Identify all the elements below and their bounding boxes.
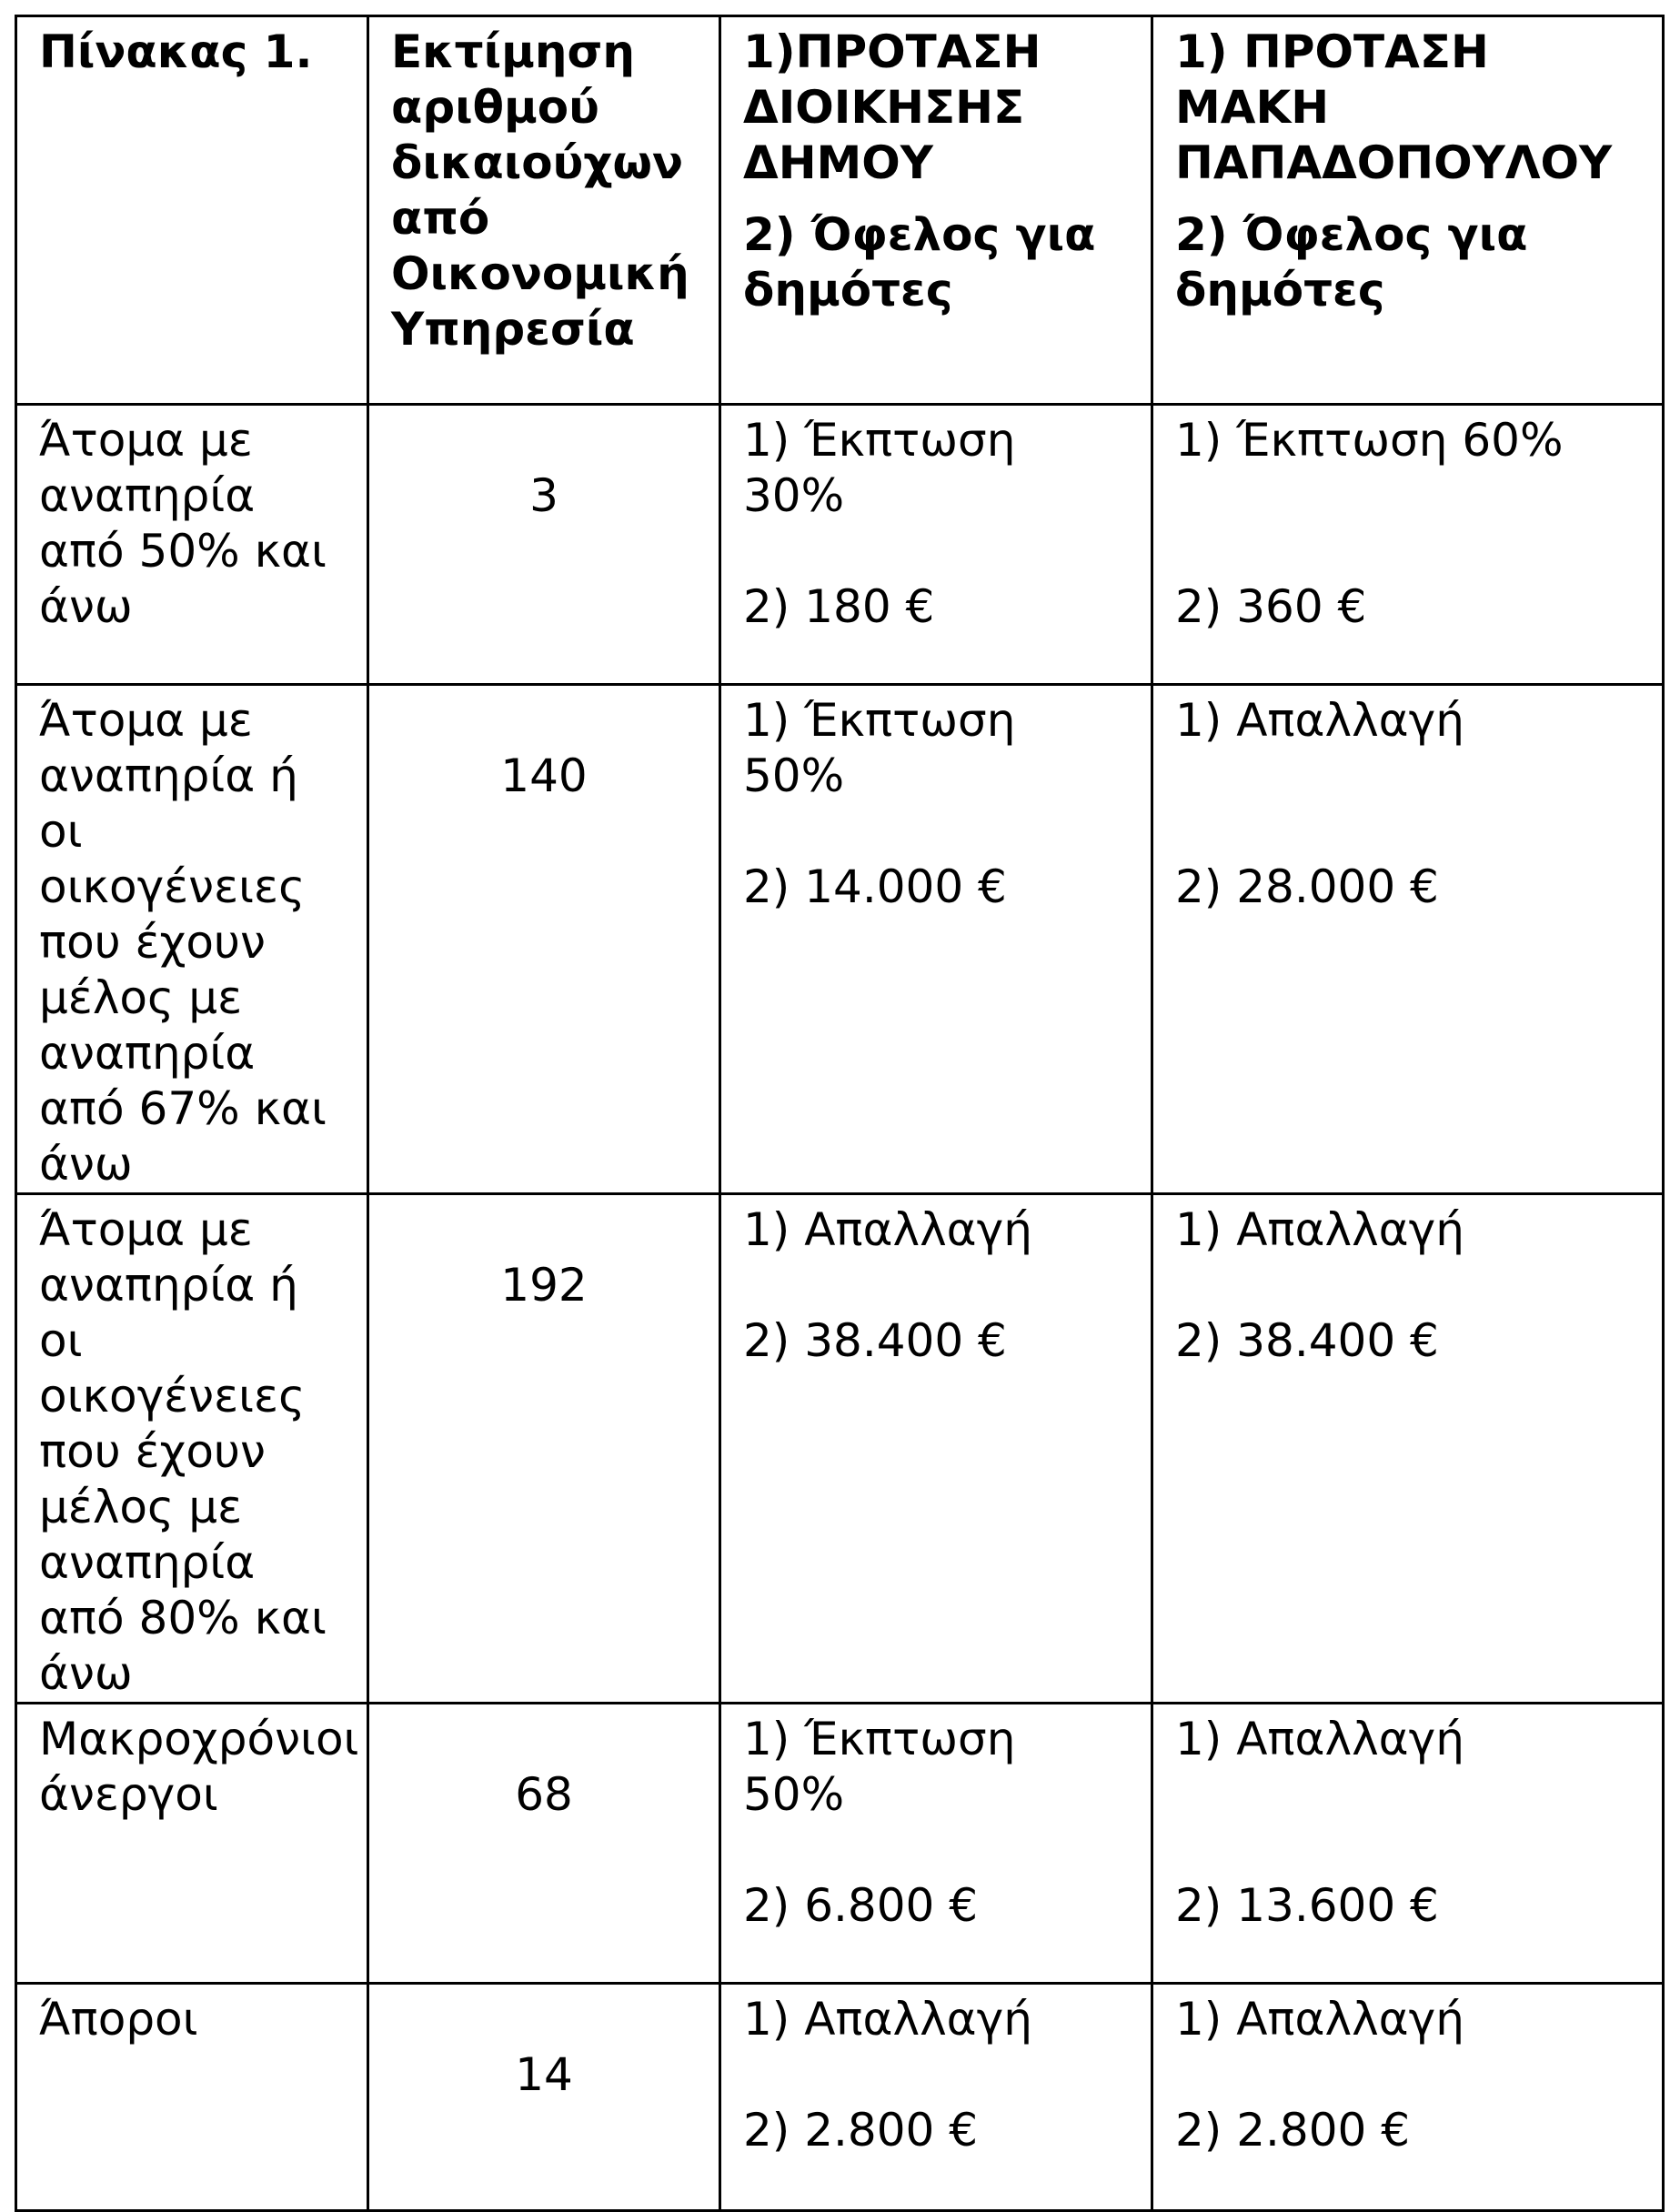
row-category: Άτομα με αναπηρία ή οι οικογένειες που έχουν μέλος με αναπηρία από 67% και άνω bbox=[16, 685, 368, 1194]
row-papadopoulou-proposal: 1) Απαλλαγή 2) 28.000 € bbox=[1152, 685, 1664, 1194]
row-papadopoulou-proposal: 1) Απαλλαγή 2) 2.800 € bbox=[1152, 1984, 1664, 2211]
table-row bbox=[16, 1984, 1664, 2211]
table-header-row bbox=[16, 16, 1664, 405]
row-category: Άτομα με αναπηρία ή οι οικογένειες που έχουν μέλος με αναπηρία από 80% και άνω bbox=[16, 1194, 368, 1704]
row-count: 140 bbox=[368, 685, 720, 1194]
row-municipality-proposal: 1) Έκπτωση 30% 2) 180 € bbox=[720, 405, 1152, 685]
header-beneficiaries-estimate: Εκτίμηση αριθμού δικαιούχων από Οικονομική Υπηρεσία bbox=[368, 16, 720, 405]
row-municipality-proposal: 1) Έκπτωση 50% 2) 14.000 € bbox=[720, 685, 1152, 1194]
table-row bbox=[16, 685, 1664, 1194]
header-municipality-proposal: 1)ΠΡΟΤΑΣΗ ΔΙΟΙΚΗΣΗΣ ΔΗΜΟΥ 2) Όφελος για δημότες bbox=[720, 16, 1152, 405]
row-category: Άτομα με αναπηρία από 50% και άνω bbox=[16, 405, 368, 685]
row-papadopoulou-proposal: 1) Έκπτωση 60% 2) 360 € bbox=[1152, 405, 1664, 685]
header-papadopoulou-proposal: 1) ΠΡΟΤΑΣΗ ΜΑΚΗ ΠΑΠΑΔΟΠΟΥΛΟΥ 2) Όφελος για δημότες bbox=[1152, 16, 1664, 405]
row-papadopoulou-proposal: 1) Απαλλαγή 2) 38.400 € bbox=[1152, 1194, 1664, 1704]
table-row bbox=[16, 1704, 1664, 1984]
row-count: 3 bbox=[368, 405, 720, 685]
header-table-label: Πίνακας 1. bbox=[16, 16, 368, 405]
row-municipality-proposal: 1) Απαλλαγή 2) 38.400 € bbox=[720, 1194, 1152, 1704]
row-count: 192 bbox=[368, 1194, 720, 1704]
row-papadopoulou-proposal: 1) Απαλλαγή 2) 13.600 € bbox=[1152, 1704, 1664, 1984]
comparison-table bbox=[15, 15, 1665, 2212]
row-category: Μακροχρόνιοι άνεργοι bbox=[16, 1704, 368, 1984]
table-row bbox=[16, 1194, 1664, 1704]
table-row bbox=[16, 405, 1664, 685]
row-count: 68 bbox=[368, 1704, 720, 1984]
row-municipality-proposal: 1) Έκπτωση 50% 2) 6.800 € bbox=[720, 1704, 1152, 1984]
row-category: Άποροι bbox=[16, 1984, 368, 2211]
row-municipality-proposal: 1) Απαλλαγή 2) 2.800 € bbox=[720, 1984, 1152, 2211]
row-count: 14 bbox=[368, 1984, 720, 2211]
